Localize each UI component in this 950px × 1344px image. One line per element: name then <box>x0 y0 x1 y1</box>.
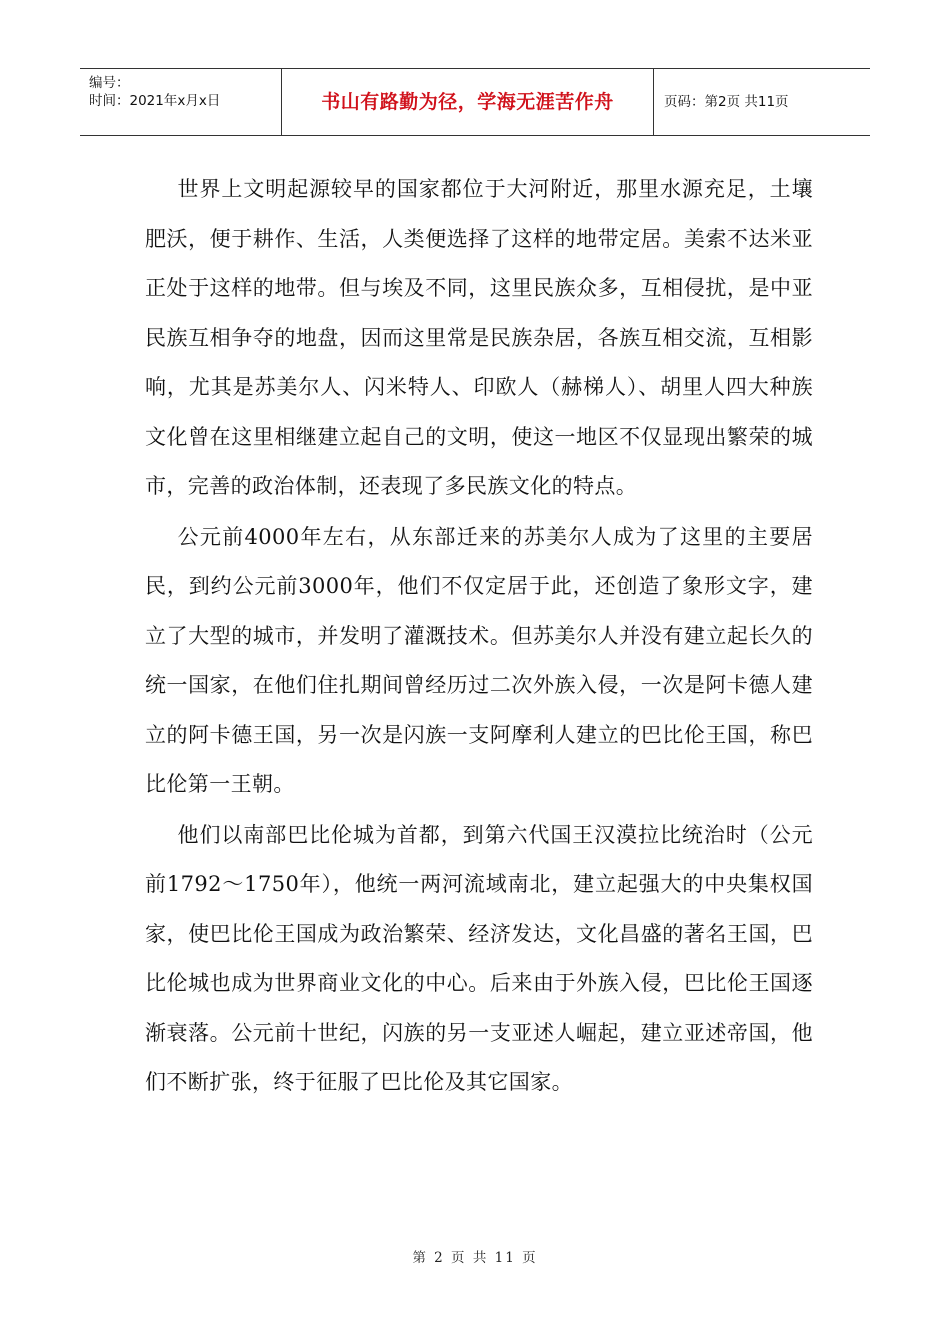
document-header <box>80 68 870 136</box>
document-date: 时间：2021年x月x日 <box>89 93 221 109</box>
document-body <box>145 165 813 1108</box>
header-meta-cell <box>80 69 282 135</box>
header-motto: 书山有路勤为径，学海无涯苦作舟 <box>282 69 654 135</box>
page-footer: 第 2 页 共 11 页 <box>412 1250 538 1266</box>
body-paragraph: 公元前4000年左右，从东部迁来的苏美尔人成为了这里的主要居民，到约公元前3000年，他们不仅定居于此，还创造了象形文字，建立了大型的城市，并发明了灌溉技术。但苏美尔人并没有建立起长久的统一国家，在他们住扎期间曾经历过二次外族入侵，一次是阿卡德人建立的阿卡德王国，另一次是闪族一支阿摩利人建立的巴比伦王国，称巴比伦第一王朝。 <box>145 524 813 796</box>
body-paragraph: 他们以南部巴比伦城为首都，到第六代国王汉漠拉比统治时（公元前1792～1750年），他统一两河流域南北，建立起强大的中央集权国家，使巴比伦王国成为政治繁荣、经济发达，文化昌盛的著名王国，巴比伦城也成为世界商业文化的中心。后来由于外族入侵，巴比伦王国逐渐衰落。公元前十世纪，闪族的另一支亚述人崛起，建立亚述帝国，他们不断扩张，终于征服了巴比伦及其它国家。 <box>145 822 813 1094</box>
body-paragraph: 世界上文明起源较早的国家都位于大河附近，那里水源充足，土壤肥沃，便于耕作、生活，人类便选择了这样的地带定居。美索不达米亚正处于这样的地带。但与埃及不同，这里民族众多，互相侵扰，是中亚民族互相争夺的地盘，因而这里常是民族杂居，各族互相交流，互相影响，尤其是苏美尔人、闪米特人、印欧人（赫梯人）、胡里人四大种族文化曾在这里相继建立起自己的文明，使这一地区不仅显现出繁荣的城市，完善的政治体制，还表现了多民族文化的特点。 <box>145 177 813 498</box>
header-page-info: 页码：第2页 共11页 <box>664 94 789 110</box>
document-number-label: 编号： <box>89 75 130 91</box>
